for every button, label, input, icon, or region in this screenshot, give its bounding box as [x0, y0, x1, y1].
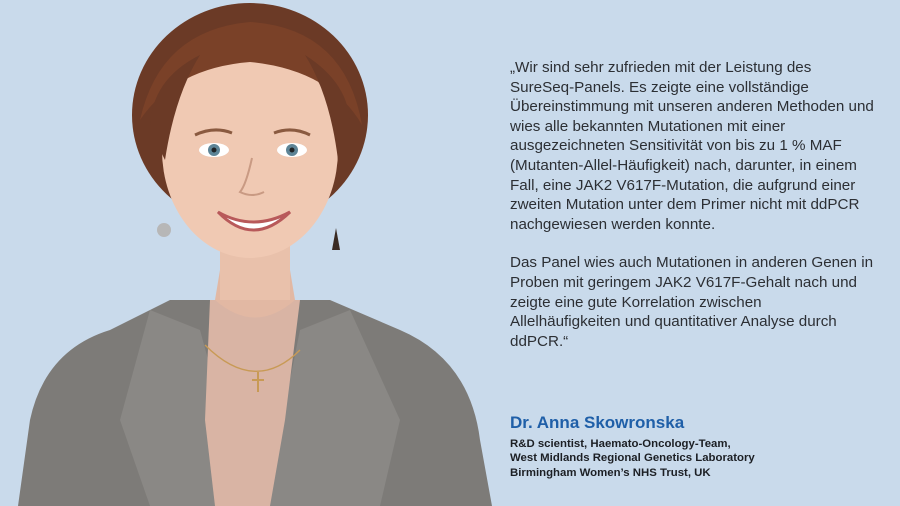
author-institution: Birmingham Women’s NHS Trust, UK: [510, 466, 711, 479]
quote-paragraph-1: „Wir sind sehr zufrieden mit der Leistung des SureSeq-Panels. Es zeigte eine vollständige Übereinstimmung mit unseren anderen Methoden und wies alle bekannten Mutationen mit einer ausgezeichneten Sensitivität von bis zu 1 % MAF (Mutanten-Allel-Häufigkeit) nach, darunter, in einem Fall, eine JAK2 V617F-Mutation, die aufgrund einer zweiten Mutation unter dem Primer nicht mit ddPCR nachgewiesen werden konnte.: [510, 59, 874, 233]
attribution-block: [510, 413, 890, 480]
author-name: Dr. Anna Skowronska: [510, 413, 685, 432]
quote-text-block: [510, 58, 875, 370]
author-role: R&D scientist, Haemato-Oncology-Team,: [510, 438, 731, 450]
quote-paragraph-2: Das Panel wies auch Mutationen in anderen Genen in Proben mit geringem JAK2 V617F-Gehalt nach und zeigte eine gute Korrelation zwischen Allelhäufigkeiten und quantitativer Analyse durch ddPCR.“: [510, 254, 874, 350]
author-organization: West Midlands Regional Genetics Laboratory: [510, 452, 755, 465]
